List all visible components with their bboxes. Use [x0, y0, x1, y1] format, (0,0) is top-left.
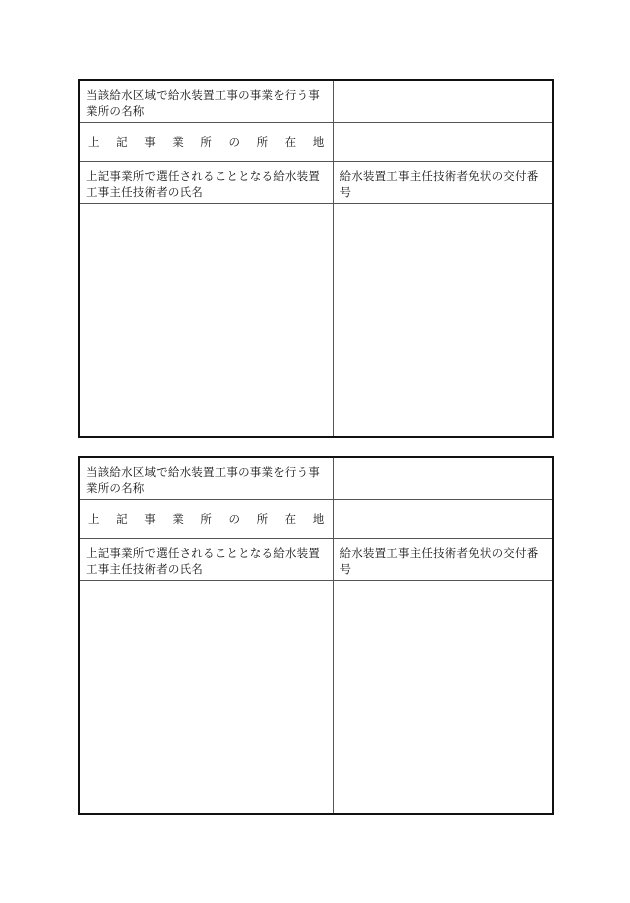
- office-address-label: [79, 122, 333, 161]
- license-number-header: 給水装置工事主任技術者免状の交付番号: [333, 161, 553, 203]
- address-label-char: 所: [256, 134, 269, 149]
- address-label-char: の: [228, 134, 241, 149]
- technician-entry-row: [79, 203, 553, 437]
- address-label-char: 記: [116, 511, 128, 526]
- address-label-char: 上: [88, 134, 100, 149]
- address-label-char: の: [228, 511, 241, 526]
- office-address-field[interactable]: [333, 122, 553, 161]
- address-label-char: 業: [172, 134, 184, 149]
- technician-entry-row: [79, 580, 553, 814]
- office-address-row: [79, 499, 553, 538]
- office-name-label: 当該給水区域で給水装置工事の事業を行う事業所の名称: [79, 457, 333, 499]
- office-name-field[interactable]: [333, 457, 553, 499]
- address-label-char: 在: [284, 134, 297, 149]
- technician-name-header: 上記事業所で選任されることとなる給水装置工事主任技術者の氏名: [79, 161, 333, 203]
- office-name-row: [79, 80, 553, 122]
- office-address-field[interactable]: [333, 499, 553, 538]
- office-address-row: [79, 122, 553, 161]
- license-number-field[interactable]: [333, 580, 553, 814]
- technician-name-header: 上記事業所で選任されることとなる給水装置工事主任技術者の氏名: [79, 538, 333, 580]
- technician-name-field[interactable]: [79, 580, 333, 814]
- address-label-char: 地: [312, 134, 325, 149]
- address-label-char: 記: [116, 134, 128, 149]
- technician-header-row: [79, 538, 553, 580]
- office-address-label: [79, 499, 333, 538]
- technician-header-row: [79, 161, 553, 203]
- license-number-header: 給水装置工事主任技術者免状の交付番号: [333, 538, 553, 580]
- office-form-1: [78, 79, 554, 438]
- license-number-field[interactable]: [333, 203, 553, 437]
- address-label-char: 業: [172, 511, 184, 526]
- address-label-char: 上: [88, 511, 100, 526]
- address-label-char: 事: [144, 134, 156, 149]
- address-label-char: 所: [200, 134, 213, 149]
- office-name-row: [79, 457, 553, 499]
- office-name-field[interactable]: [333, 80, 553, 122]
- address-label-char: 所: [256, 511, 269, 526]
- address-label-char: 地: [312, 511, 325, 526]
- technician-name-field[interactable]: [79, 203, 333, 437]
- address-label-char: 在: [284, 511, 297, 526]
- address-label-char: 事: [144, 511, 156, 526]
- office-name-label: 当該給水区域で給水装置工事の事業を行う事業所の名称: [79, 80, 333, 122]
- office-form-2: [78, 456, 554, 815]
- address-label-char: 所: [200, 511, 213, 526]
